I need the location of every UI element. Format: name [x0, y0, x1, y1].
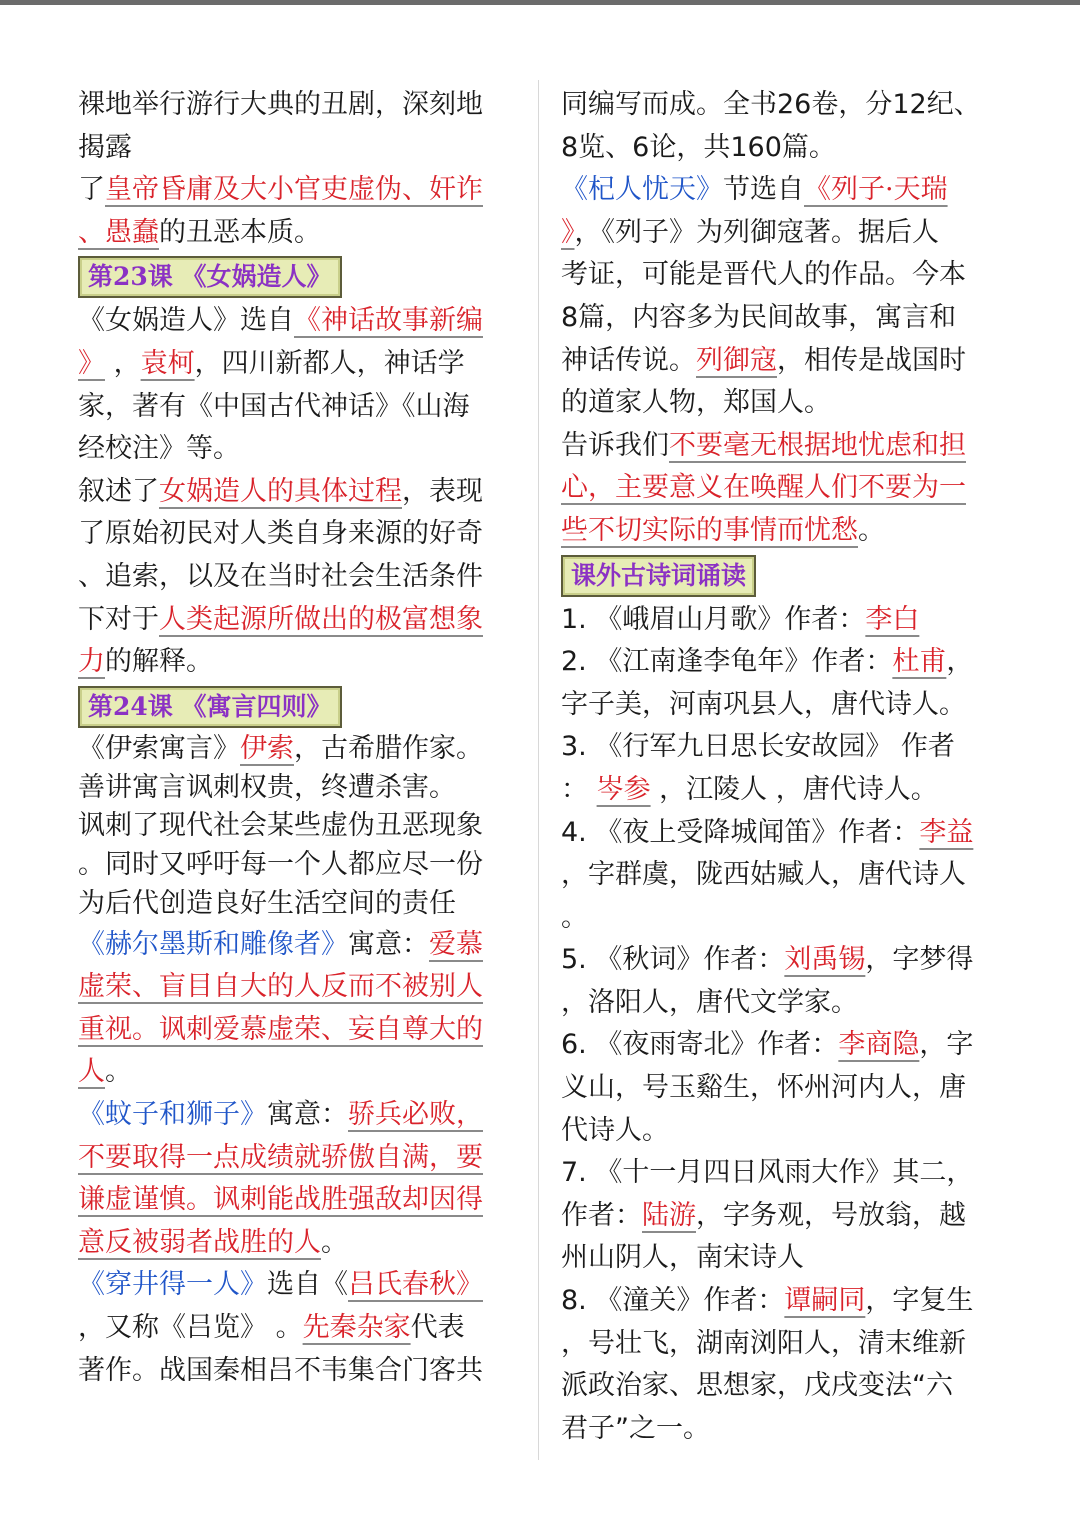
top-bar: [0, 0, 1080, 5]
text-segment: 1. 《峨眉山月歌》作者：: [561, 603, 866, 635]
text-segment: ，四川新都人，神话学: [194, 347, 465, 379]
text-line: 义山，号玉谿生，怀州河内人，唐: [561, 1072, 966, 1104]
key-point: 虚荣、盲目自大的人反而不被别人: [78, 971, 483, 1003]
text-line: [78, 212, 514, 255]
key-point: 人类起源所做出的极富想象: [159, 603, 483, 635]
key-point: 意反被弱者战胜的人: [78, 1226, 321, 1258]
key-point: 李白: [865, 603, 920, 635]
text-segment: 告诉我们: [561, 429, 669, 461]
key-point: 刘禹锡: [784, 944, 866, 976]
text-line: [78, 300, 514, 343]
text-segment: 了: [78, 174, 105, 206]
key-point: 《列子·天瑞: [804, 174, 948, 206]
text-line: [78, 1137, 514, 1180]
fable-title: 《穿井得一人》: [78, 1269, 267, 1301]
text-segment: 8. 《潼关》作者：: [561, 1285, 785, 1317]
text-line: [561, 340, 995, 383]
text-line: [78, 641, 514, 684]
text-segment: ，: [105, 347, 141, 379]
key-point: 》: [78, 347, 105, 379]
text-line: 君子”之一。: [561, 1412, 710, 1444]
text-line: 州山阴人，南宋诗人: [561, 1242, 804, 1274]
text-segment: 神话传说。: [561, 344, 696, 376]
text-line: ，洛阳人，唐代文学家。: [561, 986, 858, 1018]
text-segment: 寓意：: [267, 1099, 348, 1131]
text-line: [78, 599, 514, 642]
text-line: 考证，可能是晋代人的作品。今本: [561, 259, 966, 291]
text-segment: 节选自: [723, 174, 804, 206]
text-segment: 4. 《夜上受降城闻笛》作者：: [561, 816, 920, 848]
text-line: [78, 730, 514, 769]
text-line: [78, 1094, 514, 1137]
text-segment: ，字务观，号放翁，越: [696, 1199, 966, 1231]
text-line: 了原始初民对人类自身来源的好奇: [78, 518, 483, 550]
key-point: 女娲造人的具体过程: [159, 475, 402, 507]
text-line: [78, 169, 514, 212]
text-segment: 的解释。: [105, 646, 213, 678]
text-segment: 5. 《秋词》作者：: [561, 944, 785, 976]
extracurricular-poems-header: 课外古诗词诵读: [561, 555, 756, 597]
poem-item: [561, 1024, 995, 1067]
poem-item: [561, 1280, 995, 1323]
text-segment: ，表现: [402, 475, 483, 507]
key-point: 》: [561, 216, 575, 248]
text-line: 8篇，内容多为民间故事，寓言和: [561, 301, 957, 333]
text-line: 代诗人。: [561, 1114, 669, 1146]
text-segment: 寓意：: [348, 928, 429, 960]
text-segment: 。: [858, 514, 885, 546]
text-segment: ，《列子》为列御寇著。据后人: [574, 216, 939, 248]
key-point: 些不切实际的事情而忧愁: [561, 514, 858, 546]
text-line: 讽刺了现代社会某些虚伪丑恶现象: [78, 810, 483, 842]
text-segment: ，: [946, 646, 974, 678]
text-segment: 的丑恶本质。: [159, 216, 321, 248]
text-line: 家，著有《中国古代神话》《山海: [78, 390, 470, 422]
text-segment: ：: [561, 773, 597, 805]
key-point: 皇帝昏庸及大小官吏虚伪、奸诈: [105, 174, 483, 206]
poem-item: 7. 《十一月四日风雨大作》其二，: [561, 1157, 974, 1189]
text-segment: 下对于: [78, 603, 159, 635]
key-point: 杜甫: [892, 646, 947, 678]
text-line: 为后代创造良好生活空间的责任: [78, 887, 456, 919]
key-point: 陆游: [642, 1199, 696, 1231]
key-point: 岑参: [596, 773, 651, 805]
key-point: 先秦杂家: [302, 1312, 411, 1344]
text-line: [78, 1307, 514, 1350]
text-line: 的道家人物，郑国人。: [561, 387, 831, 419]
text-segment: 作者：: [561, 1199, 642, 1231]
key-point: 力: [78, 646, 105, 678]
poem-item: [561, 641, 995, 684]
lesson-23-header: 第23课 《女娲造人》: [78, 256, 342, 298]
text-line: [78, 343, 514, 386]
key-point: 人: [78, 1056, 105, 1088]
key-point: 爱慕: [429, 928, 483, 960]
poem-item: [561, 812, 995, 855]
text-segment: ，江陵人 ，唐代诗人。: [650, 773, 938, 805]
text-line: [561, 425, 995, 468]
text-segment: 叙述了: [78, 475, 159, 507]
text-line: [561, 212, 995, 255]
text-line: [561, 1195, 995, 1238]
right-column: [561, 84, 995, 1450]
key-point: 骄兵必败，: [348, 1099, 483, 1131]
text-line: [561, 467, 995, 510]
key-point: 重视。讽刺爱慕虚荣、妄自尊大的: [78, 1013, 483, 1045]
poem-item: [561, 939, 995, 982]
fable-title: 《蚊子和狮子》: [78, 1099, 267, 1131]
text-line: [78, 471, 514, 514]
key-point: 谦虚谨慎。讽刺能战胜强敌却因得: [78, 1184, 483, 1216]
text-line: [78, 1051, 514, 1094]
text-line: [561, 169, 995, 212]
key-point: 李益: [919, 816, 974, 848]
fable-title: 《赫尔墨斯和雕像者》: [78, 928, 348, 960]
text-line: ，号壮飞，湖南浏阳人，清末维新: [561, 1327, 966, 1359]
text-line: 8览、6论，共160篇。: [561, 131, 836, 163]
text-line: [78, 1179, 514, 1222]
text-segment: 6. 《夜雨寄北》作者：: [561, 1029, 839, 1061]
text-line: 派政治家、思想家，戊戌变法“六: [561, 1370, 953, 1402]
text-segment: ，相传是战国时: [777, 344, 966, 376]
text-line: 。同时又呼吁每一个人都应尽一份: [78, 849, 483, 881]
text-line: 善讲寓言讽刺权贵，终遭杀害。: [78, 771, 456, 803]
text-segment: 《女娲造人》选自: [78, 305, 294, 337]
text-segment: 2. 《江南逢李龟年》作者：: [561, 646, 893, 678]
text-segment: ，又称《吕览》 。: [78, 1312, 303, 1344]
text-segment: ，古希腊作家。: [294, 732, 483, 764]
text-line: ，字群虞，陇西姑臧人，唐代诗人: [561, 859, 966, 891]
text-line: [78, 1222, 514, 1265]
text-line: [78, 966, 514, 1009]
text-segment: ，字梦得: [865, 944, 974, 976]
key-point: 李商隐: [838, 1029, 920, 1061]
text-line: 字子美，河南巩县人，唐代诗人。: [561, 688, 966, 720]
text-line: 同编写而成。全书26卷，分12纪、: [561, 89, 981, 120]
key-point: 、愚蠢: [78, 216, 159, 248]
key-point: 谭嗣同: [784, 1285, 866, 1317]
text-line: 揭露: [78, 131, 132, 163]
text-line: [78, 924, 514, 967]
key-point: 《神话故事新编: [294, 305, 483, 337]
text-line: 裸地举行游行大典的丑剧，深刻地: [78, 89, 483, 120]
text-line: [561, 769, 995, 812]
poem-item: 3. 《行军九日思长安故园》 作者: [561, 731, 955, 763]
poem-item: [561, 599, 995, 642]
column-divider: [538, 80, 539, 1460]
text-segment: 。: [105, 1056, 132, 1088]
key-point: 不要取得一点成绩就骄傲自满，要: [78, 1141, 483, 1173]
text-segment: 代表: [410, 1312, 465, 1344]
lesson-24-header: 第24课 《寓言四则》: [78, 686, 342, 728]
text-segment: 。: [321, 1226, 348, 1258]
text-line: [561, 510, 995, 553]
text-line: 经校注》等。: [78, 433, 240, 465]
text-line: [78, 1009, 514, 1052]
key-point: 心，主要意义在唤醒人们不要为一: [561, 472, 966, 504]
text-segment: 选自《: [267, 1269, 348, 1301]
key-point: 袁柯: [140, 347, 195, 379]
key-point: 不要毫无根据地忧虑和担: [669, 429, 966, 461]
text-segment: ，字: [919, 1029, 974, 1061]
text-line: [78, 1264, 514, 1307]
text-title: 《杞人忧天》: [561, 174, 723, 206]
text-segment: 《伊索寓言》: [78, 732, 240, 764]
key-point: 列御寇: [696, 344, 777, 376]
left-column: [78, 84, 514, 1392]
key-point: 吕氏春秋》: [348, 1269, 483, 1301]
text-line: 、追索，以及在当时社会生活条件: [78, 560, 483, 592]
key-point: 伊索: [240, 732, 294, 764]
text-segment: ，字复生: [865, 1285, 974, 1317]
text-line: 。: [561, 901, 588, 933]
text-line: 著作。战国秦相吕不韦集合门客共: [78, 1354, 483, 1386]
